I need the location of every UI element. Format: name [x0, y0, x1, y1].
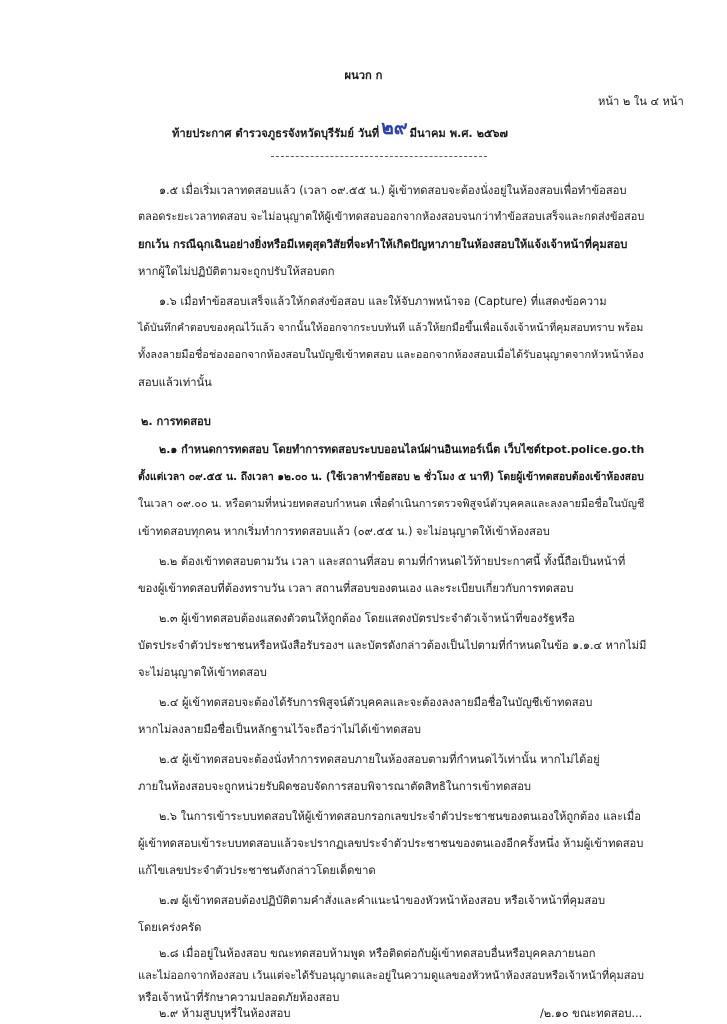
body-line: ๒.๕ ผู้เข้าทดสอบจะต้องนั่งทำการทดสอบภายในห้องสอบตามที่กำหนดไว้เท่านั้น หากไม่ได้อยู่: [159, 753, 600, 766]
body-line: ๒.๑ กำหนดการทดสอบ โดยทำการทดสอบระบบออนไลน์ผ่านอินเทอร์เน็ต เว็บไซต์tpot.police.go.th: [159, 443, 645, 456]
body-line: หากไม่ลงลายมือชื่อเป็นหลักฐานไว้จะถือว่าไม่ได้เข้าทดสอบ: [138, 723, 421, 736]
body-line: ทั้งลงลายมือชื่อช่องออกจากห้องสอบในบัญชีเข้าทดสอบ และออกจากห้องสอบเมื่อได้รับอนุญาตจากหัวหน้าห้อง: [138, 348, 644, 361]
body-line: ในเวลา ๐๙.๐๐ น. หรือตามที่หน่วยทดสอบกำหนด เพื่อดำเนินการตรวจพิสูจน์ตัวบุคคลและลงลายมือชื่อในบัญชี: [138, 497, 645, 510]
body-line: ยกเว้น กรณีฉุกเฉินอย่างยิ่งหรือมีเหตุสุดวิสัยที่จะทำให้เกิดปัญหาภายในห้องสอบให้แจ้งเจ้าหน้าที่คุมสอบ: [138, 238, 628, 251]
body-line: ตั้งแต่เวลา ๐๙.๕๕ น. ถึงเวลา ๑๒.๐๐ น. (ใช้เวลาทำข้อสอบ ๒ ชั่วโมง ๕ นาที) โดยผู้เข้าทดสอบต้องเข้าห้องสอบ: [138, 471, 644, 483]
body-line: ตลอดระยะเวลาทดสอบ จะไม่อนุญาตให้ผู้เข้าทดสอบออกจากห้องสอบจนกว่าทำข้อสอบเสร็จและกดส่งข้อสอบ: [138, 210, 645, 223]
body-line: ๒.๗ ผู้เข้าทดสอบต้องปฏิบัติตามคำสั่งและคำแนะนำของหัวหน้าห้องสอบ หรือเจ้าหน้าที่คุมสอบ: [159, 894, 606, 907]
separator-line: [271, 156, 487, 157]
body-line: ๒.๒ ต้องเข้าทดสอบตามวัน เวลา และสถานที่สอบ ตามที่กำหนดไว้ท้ายประกาศนี้ ทั้งนี้ถือเป็นหน้าที่: [159, 555, 626, 568]
body-line: ๑.๖ เมื่อทำข้อสอบเสร็จแล้วให้กดส่งข้อสอบ และให้จับภาพหน้าจอ (Capture) ที่แสดงข้อความ: [159, 295, 607, 308]
continuation-note: /๒.๑๐ ขณะทดสอบ...: [540, 1007, 643, 1020]
body-line: สอบแล้วเท่านั้น: [138, 376, 212, 389]
body-line: ๑.๕ เมื่อเริ่มเวลาทดสอบแล้ว (เวลา ๐๙.๕๕ น.) ผู้เข้าทดสอบจะต้องนั่งอยู่ในห้องสอบเพื่อทำข้อสอบ: [159, 184, 627, 197]
body-line: ๒.๙ ห้ามสูบบุหรี่ในห้องสอบ: [159, 1007, 291, 1020]
announcement-line: [172, 117, 508, 141]
body-line: หากผู้ใดไม่ปฏิบัติตามจะถูกปรับให้สอบตก: [138, 265, 335, 278]
body-line: แก้ไขเลขประจำตัวประชาชนดังกล่าวโดยเด็ดขาด: [138, 864, 376, 877]
body-line: จะไม่อนุญาตให้เข้าทดสอบ: [138, 666, 267, 679]
body-line: ภายในห้องสอบจะถูกหน่วยรับผิดชอบจัดการสอบพิจารณาตัดสิทธิในการเข้าทดสอบ: [138, 780, 532, 793]
body-line: ของผู้เข้าทดสอบที่ต้องทราบวัน เวลา สถานที่สอบของตนเอง และระเบียบเกี่ยวกับการทดสอบ: [138, 582, 574, 595]
body-line: ๒.๖ ในการเข้าระบบทดสอบให้ผู้เข้าทดสอบกรอกเลขประจำตัวประชาชนของตนเองให้ถูกต้อง และเมื่อ: [159, 810, 641, 823]
section-heading: ๒. การทดสอบ: [141, 415, 211, 428]
body-line: และไม่ออกจากห้องสอบ เว้นแต่จะได้รับอนุญาตและอยู่ในความดูแลของหัวหน้าห้องสอบหรือเจ้าหน้าที่คุมสอบ: [138, 969, 644, 982]
announcement-prefix: ท้ายประกาศ ตำรวจภูธรจังหวัดบุรีรัมย์ วันที่: [172, 127, 380, 140]
body-line: บัตรประจำตัวประชาชนหรือหนังสือรับรองฯ และบัตรดังกล่าวต้องเป็นไปตามที่กำหนดในข้อ ๑.๑.๔ หากไม่มี: [138, 639, 647, 652]
body-line: ๒.๓ ผู้เข้าทดสอบต้องแสดงตัวตนให้ถูกต้อง โดยแสดงบัตรประจำตัวเจ้าหน้าที่ของรัฐหรือ: [159, 612, 575, 625]
handwritten-day: ๒๙: [381, 117, 408, 139]
body-line: ผู้เข้าทดสอบเข้าระบบทดสอบแล้วจะปรากฏเลขประจำตัวประชาชนของตนเองอีกครั้งหนึ่ง ห้ามผู้เข้าทดสอบ: [138, 837, 644, 850]
appendix-title: ผนวก ก: [344, 69, 383, 82]
body-line: เข้าทดสอบทุกคน หากเริ่มทำการทดสอบแล้ว (๐๙.๕๕ น.) จะไม่อนุญาตให้เข้าห้องสอบ: [138, 525, 550, 538]
body-line: โดยเคร่งครัด: [138, 921, 202, 934]
body-line: ๒.๔ ผู้เข้าทดสอบจะต้องได้รับการพิสูจน์ตัวบุคคลและจะต้องลงลายมือชื่อในบัญชีเข้าทดสอบ: [159, 696, 593, 709]
body-line: ๒.๘ เมื่ออยู่ในห้องสอบ ขณะทดสอบห้ามพูด หรือติดต่อกับผู้เข้าทดสอบอื่นหรือบุคคลภายนอก: [159, 947, 596, 960]
body-line: หรือเจ้าหน้าที่รักษาความปลอดภัยห้องสอบ: [138, 991, 340, 1004]
announcement-suffix: มีนาคม พ.ศ. ๒๕๖๗: [409, 127, 508, 140]
body-line: ได้บันทึกคำตอบของคุณไว้แล้ว จากนั้นให้ออกจากระบบทันที แล้วให้ยกมือขึ้นเพื่อแจ้งเจ้าหน้าที่คุมสอบทราบ พร้อม: [138, 322, 644, 334]
page-info: หน้า ๒ ใน ๔ หน้า: [598, 95, 684, 108]
